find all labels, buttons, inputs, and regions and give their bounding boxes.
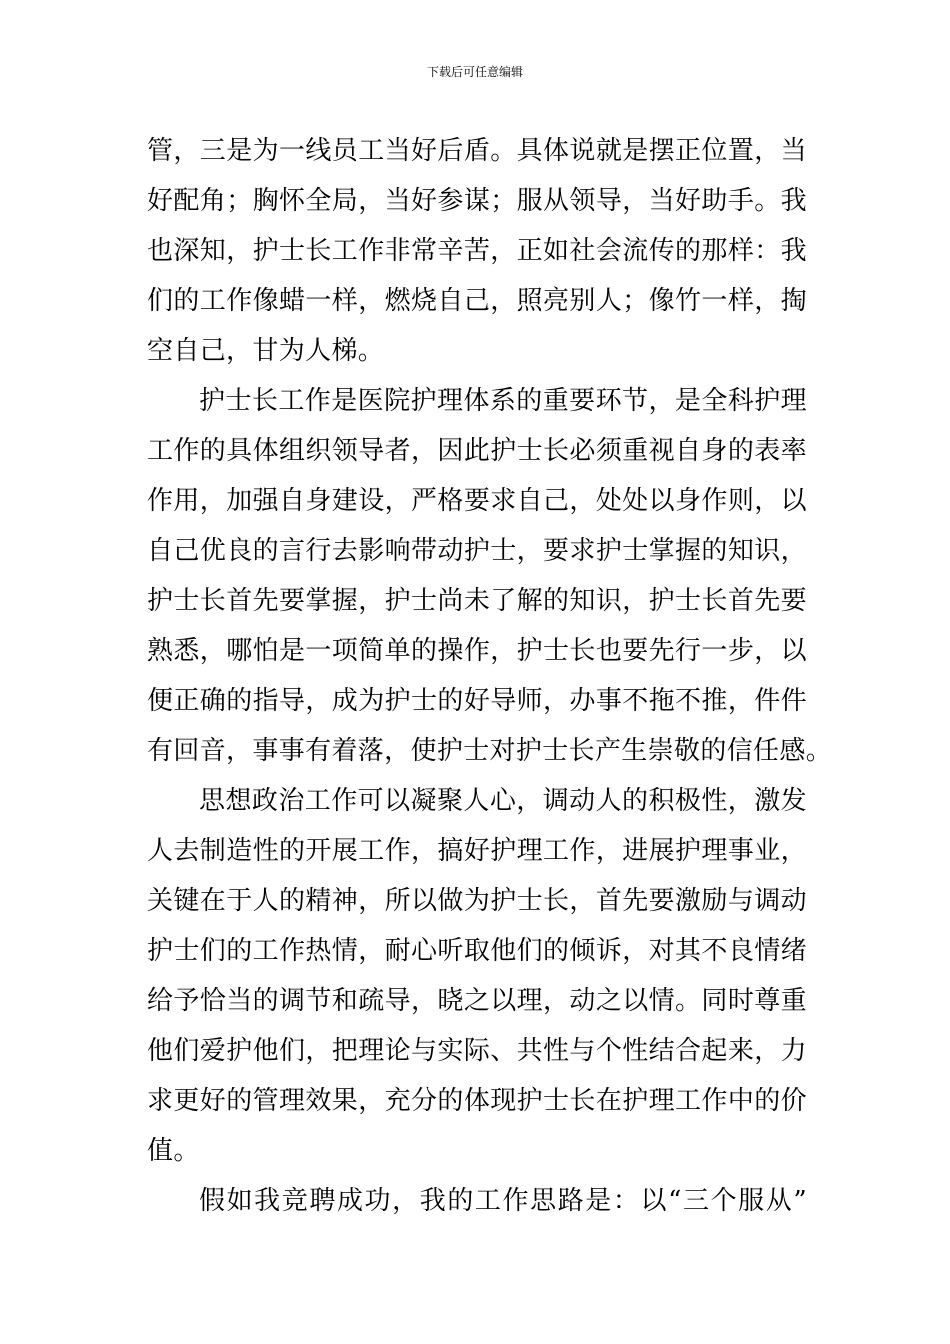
text-line: 思想政治工作可以凝聚人心，调动人的积极性，激发 [199,786,807,816]
text-line: 护士们的工作热情，耐心听取他们的倾诉，对其不良情绪 [147,936,807,966]
text-line: 护士长首先要掌握，护士尚未了解的知识，护士长首先要 [147,586,807,616]
text-line: 们的工作像蜡一样，燃烧自己，照亮别人；像竹一样，掏 [147,286,807,316]
text-line: 便正确的指导，成为护士的好导师，办事不拖不推，件件 [147,686,807,716]
text-line: 空自己，甘为人梯。 [147,336,385,366]
text-line: 自己优良的言行去影响带动护士，要求护士掌握的知识， [147,536,807,566]
text-line: 假如我竞聘成功，我的工作思路是：以“三个服从” [199,1186,807,1216]
text-line: 好配角；胸怀全局，当好参谋；服从领导，当好助手。我 [147,186,807,216]
text-line: 值。 [147,1136,200,1166]
text-line: 求更好的管理效果，充分的体现护士长在护理工作中的价 [147,1086,807,1116]
text-line: 管，三是为一线员工当好后盾。具体说就是摆正位置，当 [147,136,807,166]
document-body [147,126,833,1226]
text-line: 熟悉，哪怕是一项简单的操作，护士长也要先行一步，以 [147,636,807,666]
text-line: 作用，加强自身建设，严格要求自己，处处以身作则，以 [147,486,807,516]
text-line: 给予恰当的调节和疏导，晓之以理，动之以情。同时尊重 [147,986,807,1016]
text-line: 关键在于人的精神，所以做为护士长，首先要激励与调动 [147,886,807,916]
text-line: 护士长工作是医院护理体系的重要环节，是全科护理 [199,386,807,416]
page-header: 下载后可任意编辑 [426,65,523,79]
text-line: 人去制造性的开展工作，搞好护理工作，进展护理事业， [147,836,807,866]
text-line: 工作的具体组织领导者，因此护士长必须重视自身的表率 [147,436,807,466]
text-line: 也深知，护士长工作非常辛苦，正如社会流传的那样：我 [147,236,807,266]
text-line: 他们爱护他们，把理论与实际、共性与个性结合起来，力 [147,1036,807,1066]
text-line: 有回音，事事有着落，使护士对护士长产生崇敬的信任感。 [147,736,833,766]
